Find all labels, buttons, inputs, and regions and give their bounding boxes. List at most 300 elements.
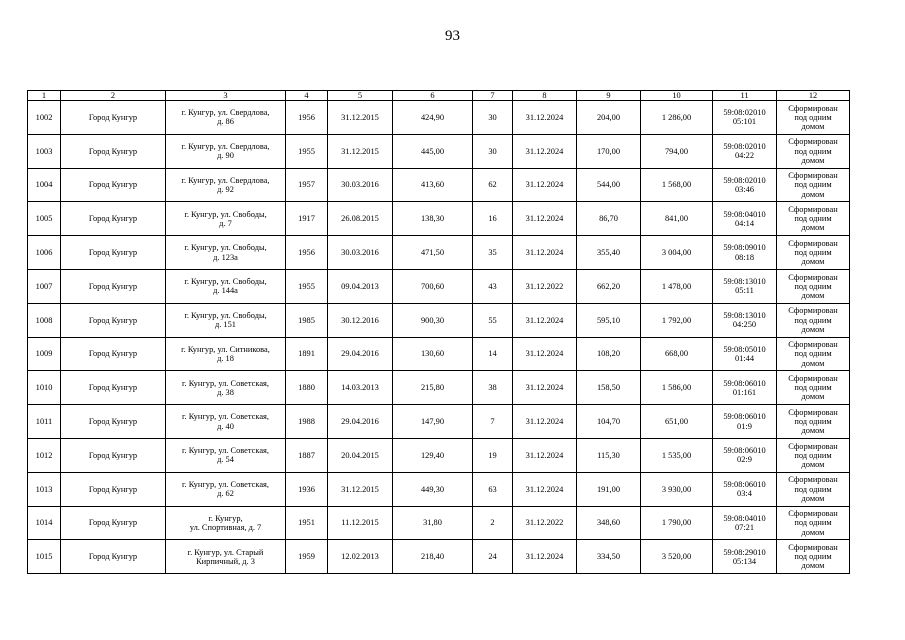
cadastral-number <box>713 540 777 574</box>
cadastral-number <box>713 506 777 540</box>
address-text: г. Кунгур, ул. Свердлова, <box>181 175 270 185</box>
area-text: 413,60 <box>420 180 445 190</box>
date-end <box>513 134 577 168</box>
address <box>166 405 286 439</box>
address-text: д. 38 <box>217 387 234 397</box>
municipality-text: Город Кунгур <box>88 112 138 122</box>
col-10-value <box>641 236 713 270</box>
build-year <box>286 202 328 236</box>
col-9-value <box>577 337 641 371</box>
table-row <box>28 405 850 439</box>
col-9-value-text: 191,00 <box>596 484 621 494</box>
date-start <box>328 472 393 506</box>
row-number <box>28 168 61 202</box>
municipality-text: Город Кунгур <box>88 214 138 224</box>
date-start <box>328 202 393 236</box>
row-number-text: 1002 <box>35 112 53 122</box>
area <box>393 337 473 371</box>
build-year <box>286 101 328 135</box>
date-end <box>513 202 577 236</box>
table-body <box>28 101 850 574</box>
col-10-value-text: 3 930,00 <box>661 484 692 494</box>
build-year <box>286 134 328 168</box>
cadastral-number-text: 04:22 <box>734 151 755 161</box>
municipality <box>61 472 166 506</box>
municipality-text: Город Кунгур <box>88 484 138 494</box>
address-text: д. 62 <box>217 489 234 499</box>
build-year <box>286 438 328 472</box>
col-7-value-text: 35 <box>488 247 497 257</box>
column-header: 11 <box>713 91 777 101</box>
area-text: 138,30 <box>420 214 445 224</box>
col-7-value-text: 43 <box>488 281 497 291</box>
municipality <box>61 303 166 337</box>
col-10-value-text: 3 520,00 <box>661 552 692 562</box>
col-7-value-text: 7 <box>490 416 495 426</box>
row-number-text: 1007 <box>35 281 53 291</box>
col-9-value-text: 662,20 <box>596 281 621 291</box>
date-end-text: 31.12.2024 <box>525 247 564 257</box>
municipality <box>61 202 166 236</box>
col-7-value <box>473 101 513 135</box>
municipality-text: Город Кунгур <box>88 416 138 426</box>
row-number <box>28 405 61 439</box>
area <box>393 236 473 270</box>
col-9-value-text: 595,10 <box>596 315 621 325</box>
date-start-text: 30.03.2016 <box>341 247 379 257</box>
address-text: г. Кунгур, ул. Ситникова, <box>181 344 270 354</box>
row-number <box>28 540 61 574</box>
date-end-text: 31.12.2024 <box>525 315 564 325</box>
cadastral-number-text: 59:08:04010 <box>723 209 766 219</box>
row-number-text: 1010 <box>35 383 53 393</box>
build-year-text: 1957 <box>298 180 315 190</box>
row-number-text: 1006 <box>35 247 53 257</box>
date-start-text: 14.03.2013 <box>341 383 379 393</box>
col-7-value-text: 16 <box>488 214 497 224</box>
municipality-text: Город Кунгур <box>88 518 138 528</box>
date-end <box>513 506 577 540</box>
status <box>777 101 850 135</box>
status-text: Сформирован <box>788 509 838 519</box>
municipality-text: Город Кунгур <box>88 180 138 190</box>
col-9-value-text: 355,40 <box>596 247 621 257</box>
status-text: под одним <box>794 552 832 562</box>
status-text: домом <box>801 426 825 436</box>
status-text: Сформирован <box>788 441 838 451</box>
table-row <box>28 506 850 540</box>
col-10-value-text: 668,00 <box>664 349 689 359</box>
column-header: 6 <box>393 91 473 101</box>
address <box>166 506 286 540</box>
area <box>393 438 473 472</box>
address <box>166 269 286 303</box>
col-9-value <box>577 236 641 270</box>
address-text: д. 123а <box>213 252 238 262</box>
address <box>166 303 286 337</box>
col-9-value-text: 348,60 <box>596 518 621 528</box>
row-number <box>28 269 61 303</box>
col-10-value-text: 1 792,00 <box>661 315 692 325</box>
status-text: под одним <box>794 214 832 224</box>
municipality <box>61 371 166 405</box>
status-text: Сформирован <box>788 340 838 350</box>
area-text: 900,30 <box>420 315 445 325</box>
row-number-text: 1008 <box>35 315 53 325</box>
address <box>166 202 286 236</box>
municipality-text: Город Кунгур <box>88 552 138 562</box>
date-end-text: 31.12.2024 <box>525 552 564 562</box>
status-text: под одним <box>794 450 832 460</box>
status-text: под одним <box>794 146 832 156</box>
status <box>777 269 850 303</box>
cadastral-number-text: 59:08:06010 <box>723 479 766 489</box>
date-start <box>328 101 393 135</box>
date-end <box>513 101 577 135</box>
date-end-text: 31.12.2024 <box>525 450 564 460</box>
status-text: под одним <box>794 247 832 257</box>
address-text: д. 86 <box>217 117 234 127</box>
col-7-value <box>473 269 513 303</box>
row-number-text: 1005 <box>35 214 53 224</box>
date-start <box>328 337 393 371</box>
status-text: Сформирован <box>788 407 838 417</box>
build-year <box>286 337 328 371</box>
cadastral-number <box>713 168 777 202</box>
status-text: домом <box>801 223 825 233</box>
date-end <box>513 405 577 439</box>
col-10-value-text: 1 478,00 <box>661 281 692 291</box>
row-number-text: 1011 <box>35 416 53 426</box>
column-header: 5 <box>328 91 393 101</box>
col-7-value-text: 38 <box>488 383 497 393</box>
column-header: 12 <box>777 91 850 101</box>
housing-registry-table <box>27 90 850 574</box>
cadastral-number-text: 03:4 <box>737 489 752 499</box>
row-number <box>28 438 61 472</box>
address-text: д. 7 <box>219 218 232 228</box>
col-7-value-text: 62 <box>488 180 497 190</box>
date-end-text: 31.12.2024 <box>525 112 564 122</box>
build-year <box>286 371 328 405</box>
address-text: ул. Спортивная, д. 7 <box>189 522 262 532</box>
date-start <box>328 269 393 303</box>
area <box>393 405 473 439</box>
date-start <box>328 540 393 574</box>
col-7-value <box>473 236 513 270</box>
address-text: г. Кунгур, ул. Советская, <box>182 479 269 489</box>
col-7-value <box>473 202 513 236</box>
status <box>777 506 850 540</box>
municipality <box>61 438 166 472</box>
address-text: г. Кунгур, ул. Свободы, <box>184 277 267 287</box>
build-year-text: 1959 <box>298 552 315 562</box>
status-text: под одним <box>794 281 832 291</box>
build-year-text: 1936 <box>298 484 315 494</box>
build-year <box>286 168 328 202</box>
build-year <box>286 303 328 337</box>
col-10-value <box>641 438 713 472</box>
row-number <box>28 236 61 270</box>
area-text: 130,60 <box>420 349 445 359</box>
cadastral-number-text: 59:08:06010 <box>723 378 766 388</box>
table-row <box>28 472 850 506</box>
table-row <box>28 236 850 270</box>
row-number <box>28 371 61 405</box>
table-row <box>28 337 850 371</box>
status <box>777 236 850 270</box>
area <box>393 506 473 540</box>
build-year-text: 1880 <box>298 383 315 393</box>
cadastral-number-text: 07:21 <box>734 522 755 532</box>
date-end-text: 31.12.2024 <box>525 146 564 156</box>
address <box>166 168 286 202</box>
status <box>777 472 850 506</box>
row-number <box>28 202 61 236</box>
address <box>166 337 286 371</box>
table-row <box>28 540 850 574</box>
area-text: 471,50 <box>420 247 445 257</box>
col-7-value-text: 63 <box>488 484 497 494</box>
col-7-value <box>473 168 513 202</box>
municipality <box>61 134 166 168</box>
area-text: 215,80 <box>420 383 445 393</box>
column-header: 4 <box>286 91 328 101</box>
area <box>393 134 473 168</box>
municipality <box>61 168 166 202</box>
status-text: домом <box>801 291 825 300</box>
row-number <box>28 101 61 135</box>
status-text: домом <box>801 392 825 402</box>
build-year <box>286 269 328 303</box>
table-row <box>28 269 850 303</box>
address <box>166 101 286 135</box>
date-start <box>328 438 393 472</box>
row-number-text: 1004 <box>35 180 53 190</box>
status-text: домом <box>801 459 825 469</box>
address-text: г. Кунгур, ул. Советская, <box>182 412 269 422</box>
area-text: 129,40 <box>420 450 445 460</box>
status-text: Сформирован <box>788 238 838 248</box>
row-number-text: 1014 <box>35 518 53 528</box>
table-row <box>28 371 850 405</box>
col-7-value-text: 19 <box>488 450 497 460</box>
cadastral-number-text: 59:08:02010 <box>723 141 766 151</box>
date-start <box>328 303 393 337</box>
row-number <box>28 472 61 506</box>
date-start <box>328 168 393 202</box>
date-start-text: 11.12.2015 <box>341 518 379 528</box>
row-number <box>28 506 61 540</box>
municipality <box>61 269 166 303</box>
col-7-value-text: 30 <box>488 146 497 156</box>
col-7-value <box>473 506 513 540</box>
status-text: Сформирован <box>788 373 838 383</box>
address <box>166 236 286 270</box>
status-text: под одним <box>794 383 832 393</box>
cadastral-number-text: 59:08:06010 <box>723 446 766 456</box>
col-9-value-text: 544,00 <box>596 180 621 190</box>
date-start-text: 29.04.2016 <box>341 349 379 359</box>
col-9-value-text: 204,00 <box>596 112 621 122</box>
status-text: домом <box>801 324 825 334</box>
col-9-value-text: 86,70 <box>599 214 618 224</box>
cadastral-number-text: 04:250 <box>732 320 757 330</box>
col-10-value <box>641 472 713 506</box>
cadastral-number-text: 05:101 <box>732 117 757 127</box>
status <box>777 303 850 337</box>
municipality <box>61 506 166 540</box>
cadastral-number-text: 59:08:02010 <box>723 175 766 185</box>
cadastral-number <box>713 134 777 168</box>
address-text: г. Кунгур, ул. Свободы, <box>184 310 267 320</box>
cadastral-number-text: 01:44 <box>734 353 755 363</box>
build-year <box>286 506 328 540</box>
cadastral-number-text: 08:18 <box>734 252 755 262</box>
status-text: домом <box>801 561 825 571</box>
date-start-text: 31.12.2015 <box>341 112 379 122</box>
cadastral-number-text: 59:08:04010 <box>723 513 766 523</box>
col-7-value-text: 30 <box>488 112 497 122</box>
column-header: 8 <box>513 91 577 101</box>
date-start <box>328 371 393 405</box>
page-number: 93 <box>445 28 460 44</box>
column-header: 9 <box>577 91 641 101</box>
col-9-value-text: 108,20 <box>596 349 621 359</box>
date-start-text: 31.12.2015 <box>341 146 379 156</box>
area-text: 218,40 <box>420 552 445 562</box>
area-text: 700,60 <box>420 281 445 291</box>
build-year-text: 1891 <box>298 349 315 359</box>
cadastral-number-text: 59:08:06010 <box>723 412 766 422</box>
status-text: Сформирован <box>788 103 838 113</box>
date-start <box>328 506 393 540</box>
col-7-value-text: 24 <box>488 552 497 562</box>
cadastral-number <box>713 371 777 405</box>
date-start <box>328 134 393 168</box>
date-end <box>513 303 577 337</box>
status-text: Сформирован <box>788 542 838 552</box>
municipality-text: Город Кунгур <box>88 146 138 156</box>
col-7-value <box>473 303 513 337</box>
status-text: под одним <box>794 518 832 528</box>
col-10-value <box>641 269 713 303</box>
date-end <box>513 472 577 506</box>
status-text: домом <box>801 527 825 537</box>
col-7-value <box>473 371 513 405</box>
status-text: домом <box>801 257 825 267</box>
column-header: 7 <box>473 91 513 101</box>
col-9-value <box>577 269 641 303</box>
col-9-value <box>577 168 641 202</box>
build-year <box>286 236 328 270</box>
col-10-value-text: 1 535,00 <box>661 450 692 460</box>
col-9-value <box>577 202 641 236</box>
status-text: под одним <box>794 315 832 325</box>
cadastral-number-text: 05:11 <box>735 286 754 296</box>
municipality-text: Город Кунгур <box>88 383 138 393</box>
date-start-text: 12.02.2013 <box>341 552 379 562</box>
col-10-value-text: 1 586,00 <box>661 383 692 393</box>
municipality <box>61 405 166 439</box>
column-header: 1 <box>28 91 61 101</box>
row-number-text: 1012 <box>35 450 53 460</box>
cadastral-number-text: 59:08:29010 <box>723 547 766 557</box>
municipality-text: Город Кунгур <box>88 315 138 325</box>
date-end-text: 31.12.2024 <box>525 416 564 426</box>
col-10-value-text: 1 286,00 <box>661 112 692 122</box>
municipality <box>61 101 166 135</box>
area-text: 449,30 <box>420 484 445 494</box>
status-text: под одним <box>794 484 832 494</box>
area-text: 31,80 <box>423 518 442 528</box>
cadastral-number <box>713 101 777 135</box>
status <box>777 438 850 472</box>
table-row <box>28 101 850 135</box>
address <box>166 371 286 405</box>
address-text: г. Кунгур, ул. Свердлова, <box>181 108 270 118</box>
address-text: Кирпичный, д. 3 <box>196 556 255 566</box>
col-7-value-text: 2 <box>490 518 495 528</box>
col-7-value-text: 55 <box>488 315 497 325</box>
status <box>777 168 850 202</box>
col-10-value <box>641 540 713 574</box>
date-start-text: 26.08.2015 <box>341 214 379 224</box>
col-10-value-text: 1 568,00 <box>661 180 692 190</box>
date-end-text: 31.12.2024 <box>525 214 564 224</box>
col-9-value-text: 334,50 <box>596 552 621 562</box>
table-row <box>28 438 850 472</box>
date-end <box>513 371 577 405</box>
build-year-text: 1917 <box>298 214 315 224</box>
build-year-text: 1988 <box>298 416 315 426</box>
status <box>777 405 850 439</box>
municipality-text: Город Кунгур <box>88 349 138 359</box>
col-9-value <box>577 405 641 439</box>
date-end <box>513 269 577 303</box>
status-text: Сформирован <box>788 272 838 282</box>
status-text: Сформирован <box>788 306 838 316</box>
col-9-value <box>577 540 641 574</box>
date-end <box>513 337 577 371</box>
cadastral-number-text: 02:9 <box>737 455 752 465</box>
cadastral-number <box>713 303 777 337</box>
col-9-value <box>577 506 641 540</box>
cadastral-number <box>713 236 777 270</box>
municipality <box>61 337 166 371</box>
area <box>393 303 473 337</box>
col-10-value-text: 651,00 <box>664 416 689 426</box>
municipality-text: Город Кунгур <box>88 247 138 257</box>
col-7-value <box>473 472 513 506</box>
col-7-value <box>473 405 513 439</box>
col-9-value <box>577 472 641 506</box>
col-10-value-text: 1 790,00 <box>661 518 692 528</box>
build-year <box>286 405 328 439</box>
date-start-text: 30.12.2016 <box>341 315 379 325</box>
col-9-value <box>577 303 641 337</box>
col-9-value-text: 115,30 <box>597 450 620 460</box>
cadastral-number-text: 59:08:05010 <box>723 344 766 354</box>
date-start <box>328 236 393 270</box>
column-header: 10 <box>641 91 713 101</box>
cadastral-number-text: 59:08:09010 <box>723 243 766 253</box>
area <box>393 371 473 405</box>
table-row <box>28 168 850 202</box>
date-end-text: 31.12.2024 <box>525 180 564 190</box>
date-start-text: 09.04.2013 <box>341 281 379 291</box>
col-9-value-text: 104,70 <box>596 416 621 426</box>
